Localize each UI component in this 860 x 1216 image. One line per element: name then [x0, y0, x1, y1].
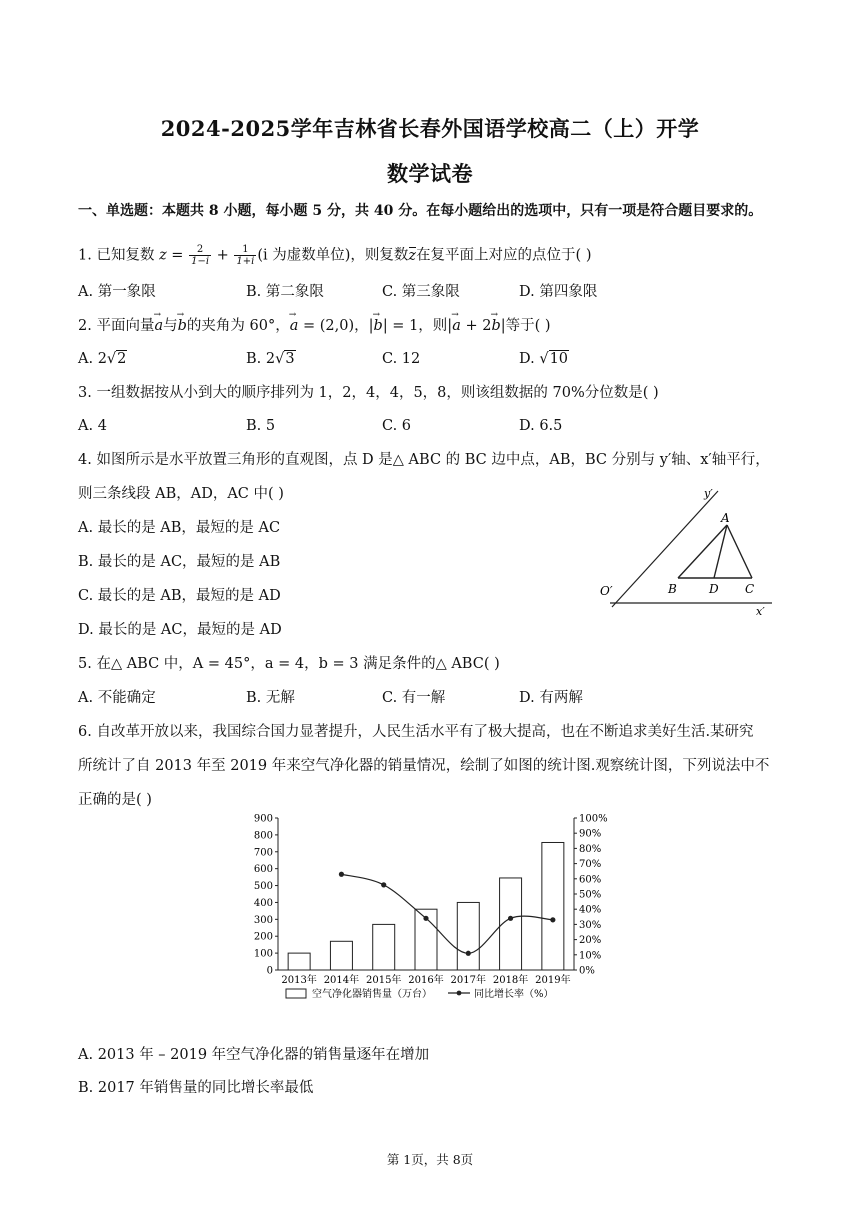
label-c: C	[745, 582, 755, 596]
sales-chart	[240, 808, 620, 1008]
y-tick-label-right: 50%	[579, 889, 602, 901]
q2-option-a: A. 2√2	[78, 351, 127, 367]
bar-2014年	[330, 941, 352, 970]
q2-option-c: C. 12	[382, 351, 421, 367]
growth-rate-point	[466, 951, 471, 956]
x-tick-label: 2014年	[323, 975, 360, 986]
section-heading: 一、单选题：本题共 8 小题，每小题 5 分，共 40 分。在每小题给出的选项中，只有一项是符合题目要求的。	[78, 203, 763, 219]
y-tick-label-left: 800	[253, 830, 273, 842]
fraction-1: $\frac{2}{1-i}$	[191, 244, 210, 267]
y-tick-label-left: 600	[253, 864, 273, 876]
legend-bar-label: 空气净化器销售量（万台）	[312, 989, 432, 1000]
question-6-line3: 正确的是( )	[78, 792, 152, 808]
y-tick-label-right: 60%	[579, 874, 602, 886]
q6-option-a: A. 2013 年 – 2019 年空气净化器的销售量逐年在增加	[78, 1047, 430, 1063]
q4-option-c: C. 最长的是 AB，最短的是 AD	[78, 588, 281, 604]
exam-title-line2: 数学试卷	[387, 161, 473, 186]
legend-line-marker	[457, 991, 462, 996]
q3-option-a: A. 4	[78, 418, 107, 434]
growth-rate-point	[381, 882, 386, 887]
legend-line-label: 同比增长率（%）	[474, 989, 554, 1000]
q2-option-d: D. √10	[519, 351, 569, 367]
legend-bar-swatch	[286, 989, 306, 998]
bar-2015年	[373, 924, 395, 970]
y-tick-label-right: 40%	[579, 904, 602, 916]
q6-option-b: B. 2017 年销售量的同比增长率最低	[78, 1080, 314, 1096]
y-tick-label-right: 100%	[579, 813, 608, 825]
x-tick-label: 2016年	[408, 975, 444, 986]
q4-option-d: D. 最长的是 AC，最短的是 AD	[78, 622, 282, 638]
label-a: A	[721, 511, 730, 525]
y-tick-label-left: 700	[253, 847, 273, 859]
label-x: x′	[756, 605, 765, 618]
label-b: B	[668, 582, 677, 596]
growth-rate-point	[550, 917, 555, 922]
y-tick-label-right: 90%	[579, 828, 602, 840]
q3-option-d: D. 6.5	[519, 418, 563, 434]
fraction-2: $\frac{1}{1+i}$	[236, 244, 255, 267]
q5-option-c: C. 有一解	[382, 690, 446, 706]
q4-option-b: B. 最长的是 AC，最短的是 AB	[78, 554, 281, 570]
q1-option-c: C. 第三象限	[382, 284, 460, 300]
q4-option-a: A. 最长的是 AB，最短的是 AC	[78, 520, 281, 536]
y-tick-label-right: 80%	[579, 843, 602, 855]
question-3: 3. 一组数据按从小到大的顺序排列为 1，2，4，4，5，8，则该组数据的 70%分位数是( )	[78, 385, 659, 401]
question-6-line1: 6. 自改革开放以来，我国综合国力显著提升，人民生活水平有了极大提高，也在不断追求美好生活.某研究	[78, 724, 754, 740]
question-2: 2. 平面向量→ a与→ b的夹角为 60°，→ a = (2,0)，|→ b| = 1，则|→ a + 2→ b|等于( )	[78, 316, 551, 336]
exam-title-line1: 2024-2025学年吉林省长春外国语学校高二（上）开学	[160, 116, 700, 141]
y-tick-label-left: 100	[253, 948, 273, 960]
question-1: 1. 已知复数 z = $\frac{2}{1-i}$ + $\frac{1}{1+i}$ (i 为虚数单位)，则复数z在复平面上对应的点位于( )	[78, 244, 592, 267]
q1-option-a: A. 第一象限	[78, 284, 156, 300]
y-tick-label-right: 20%	[579, 935, 602, 947]
q3-option-b: B. 5	[246, 418, 276, 434]
q4-figure	[590, 485, 790, 620]
x-tick-label: 2013年	[281, 975, 317, 986]
q5-option-d: D. 有两解	[519, 690, 583, 706]
question-6-line2: 所统计了自 2013 年至 2019 年来空气净化器的销量情况，绘制了如图的统计图.观察统计图，下列说法中不	[78, 758, 770, 774]
q5-option-a: A. 不能确定	[78, 690, 156, 706]
q1-option-d: D. 第四象限	[519, 284, 598, 300]
x-tick-label: 2017年	[450, 975, 487, 986]
x-tick-label: 2019年	[535, 975, 571, 986]
y-tick-label-left: 300	[253, 914, 273, 926]
label-o: O′	[600, 584, 613, 598]
page-footer: 第 1页，共 8页	[386, 1152, 474, 1167]
y-tick-label-right: 10%	[579, 950, 602, 962]
growth-rate-point	[423, 916, 428, 921]
question-4-line2: 则三条线段 AB，AD，AC 中( )	[78, 486, 284, 502]
q2-option-b: B. 2√3	[246, 351, 295, 367]
y-tick-label-left: 900	[253, 813, 273, 825]
bar-2013年	[288, 953, 310, 970]
y-tick-label-right: 30%	[579, 919, 602, 931]
y-tick-label-left: 200	[253, 931, 273, 943]
y-tick-label-left: 400	[253, 897, 273, 909]
x-tick-label: 2015年	[365, 975, 402, 986]
question-5: 5. 在△ ABC 中，A = 45°，a = 4，b = 3 满足条件的△ ABC( )	[78, 656, 500, 672]
y-tick-label-left: 500	[253, 881, 273, 893]
x-tick-label: 2018年	[492, 975, 529, 986]
q1-option-b: B. 第二象限	[246, 284, 324, 300]
y-tick-label-left: 0	[266, 965, 273, 977]
q3-option-c: C. 6	[382, 418, 412, 434]
y-tick-label-right: 70%	[579, 859, 602, 871]
growth-rate-point	[508, 916, 513, 921]
label-y: y′	[704, 487, 713, 500]
question-4-line1: 4. 如图所示是水平放置三角形的直观图，点 D 是△ ABC 的 BC 边中点，AB，BC 分别与 y′轴、x′轴平行，	[78, 452, 770, 468]
y-tick-label-right: 0%	[579, 965, 595, 977]
label-d: D	[709, 582, 719, 596]
bar-2019年	[542, 842, 564, 970]
bar-2017年	[457, 902, 479, 970]
growth-rate-point	[339, 872, 344, 877]
q5-option-b: B. 无解	[246, 690, 295, 706]
